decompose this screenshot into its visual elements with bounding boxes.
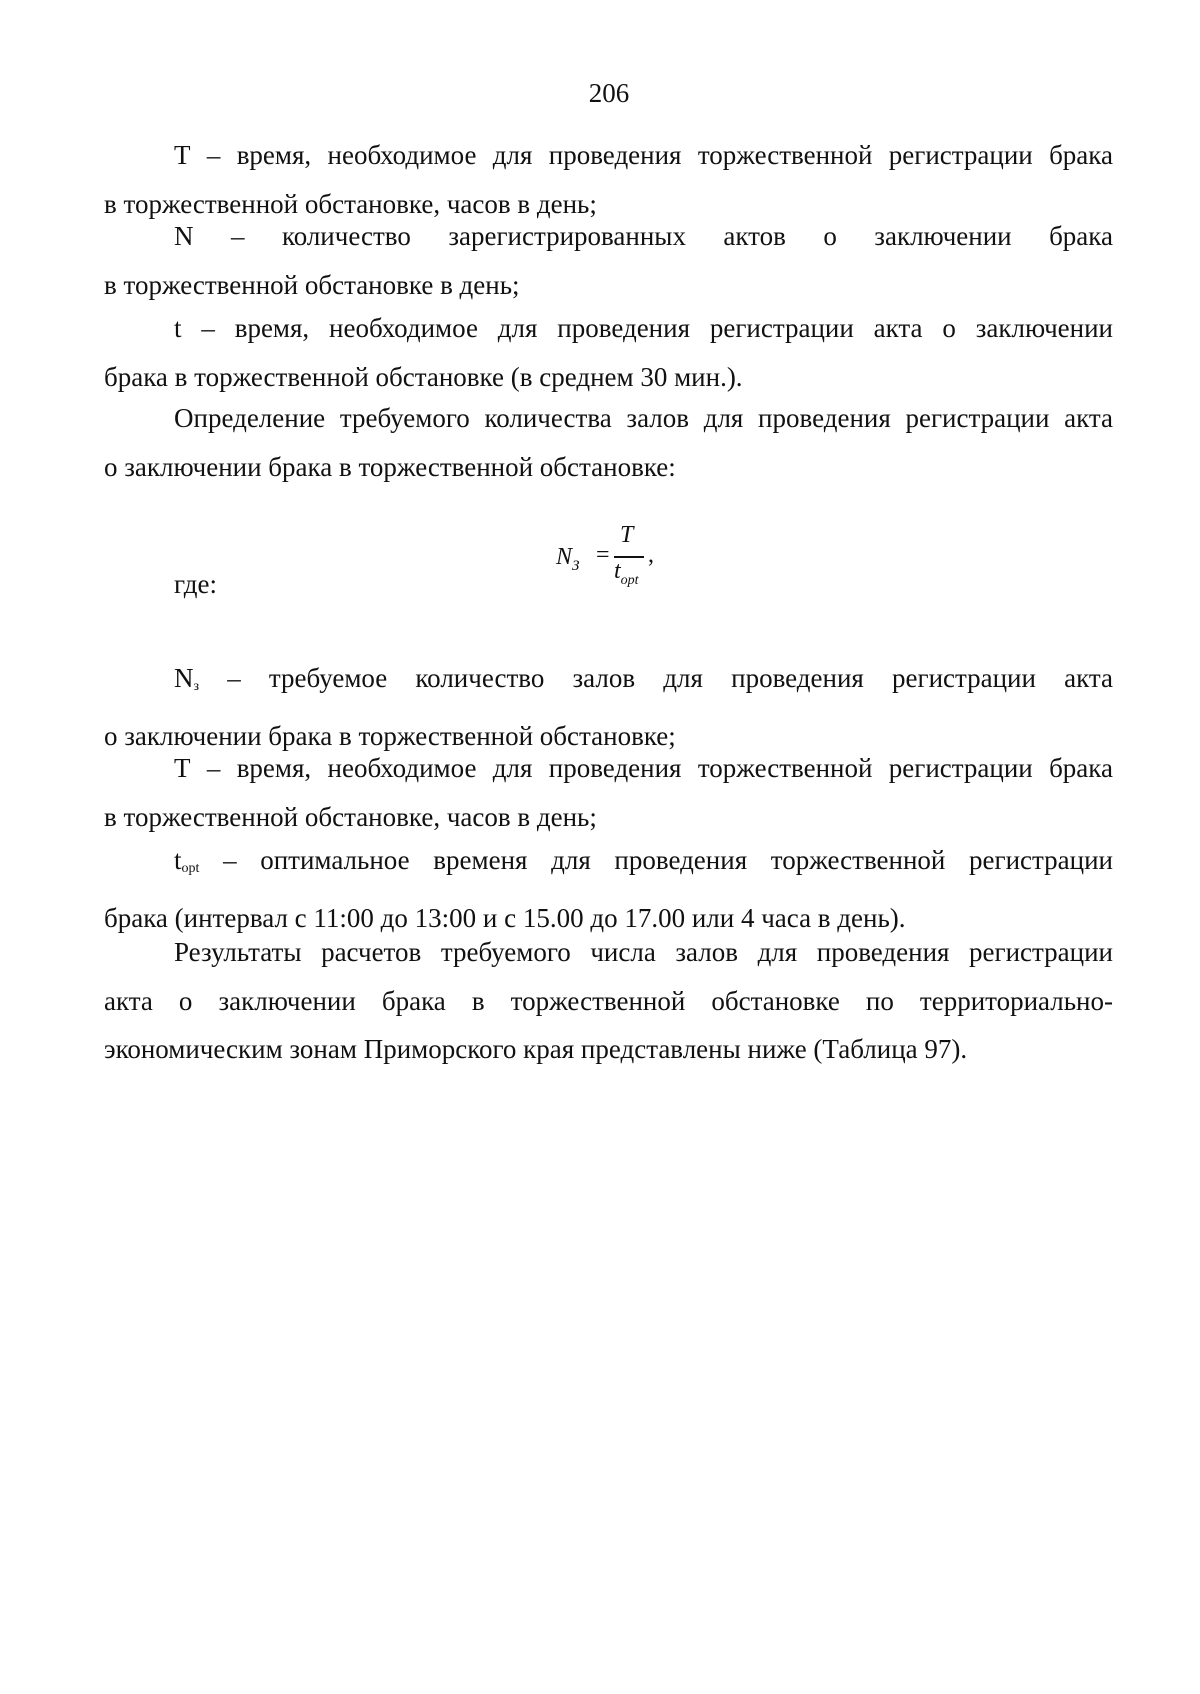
text-line: в торжественной обстановке, часов в день; bbox=[104, 188, 597, 219]
paragraph-small-t-definition bbox=[104, 304, 1113, 401]
text-line: экономическим зонам Приморского края представлены ниже (Таблица 97). bbox=[104, 1034, 968, 1064]
text-segment: – оптимальное временя для проведения торжественной регистрации bbox=[199, 845, 1113, 875]
text-line: Результаты расчетов требуемого числа залов для проведения регистрации bbox=[174, 937, 1113, 967]
symbol-t-subscript: opt bbox=[181, 861, 200, 876]
paragraph-t-definition-repeat bbox=[104, 744, 1113, 841]
formula-equals: = bbox=[596, 542, 610, 568]
formula-denominator-subscript: opt bbox=[620, 572, 639, 588]
paragraph-topt-definition bbox=[104, 836, 1113, 942]
text-line: в торжественной обстановке, часов в день; bbox=[104, 801, 597, 832]
text-line: брака (интервал с 11:00 до 13:00 и с 15.00 до 17.00 или 4 часа в день). bbox=[104, 902, 906, 933]
page-number: 206 bbox=[588, 78, 630, 108]
text-line: о заключении брака в торжественной обстановке: bbox=[104, 451, 676, 482]
formula-lhs-subscript: З bbox=[572, 557, 580, 574]
text-line: Т – время, необходимое для проведения торжественной регистрации брака bbox=[174, 753, 1113, 783]
text-line bbox=[104, 654, 1113, 712]
symbol-n-subscript: з bbox=[193, 679, 200, 694]
text-line: t – время, необходимое для проведения регистрации акта о заключении bbox=[174, 313, 1113, 343]
text-line: брака в торжественной обстановке (в среднем 30 мин.). bbox=[104, 361, 743, 392]
text-line: о заключении брака в торжественной обстановке; bbox=[104, 720, 676, 751]
symbol-t: t bbox=[174, 845, 182, 875]
text-line: Т – время, необходимое для проведения торжественной регистрации брака bbox=[174, 140, 1113, 170]
text-segment: – требуемое количество залов для проведения регистрации акта bbox=[199, 663, 1113, 693]
text-line: N – количество зарегистрированных актов о заключении брака bbox=[174, 221, 1113, 251]
paragraph-where bbox=[104, 557, 1113, 609]
paragraph-results bbox=[104, 928, 1113, 1074]
paragraph-n-definition bbox=[104, 212, 1113, 309]
formula-lhs-symbol: N bbox=[556, 544, 573, 570]
symbol-n: N bbox=[174, 663, 194, 693]
paragraph-hall-count-intro bbox=[104, 394, 1113, 491]
text-line bbox=[104, 836, 1113, 894]
formula-denominator-symbol: t bbox=[614, 558, 621, 584]
text-line: где: bbox=[174, 569, 217, 599]
text-line: акта о заключении брака в торжественной обстановке по территориально- bbox=[104, 985, 1113, 1016]
formula-comma: , bbox=[648, 542, 654, 568]
formula-numerator: T bbox=[620, 522, 634, 548]
text-line: Определение требуемого количества залов для проведения регистрации акта bbox=[174, 403, 1113, 433]
text-line: в торжественной обстановке в день; bbox=[104, 269, 520, 300]
